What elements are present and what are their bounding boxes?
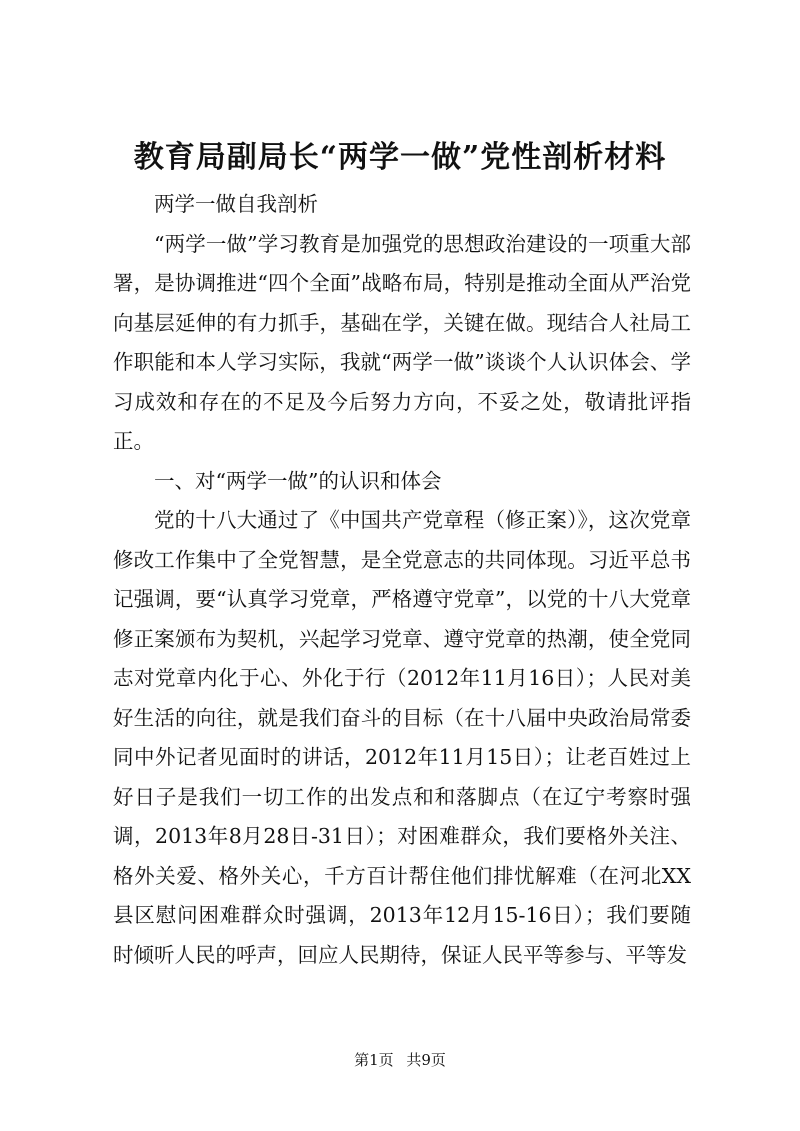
section-heading: 一、对“两学一做”的认识和体会 [154,468,442,493]
page-footer [0,1050,800,1070]
intro-paragraph: “两学一做”学习教育是加强党的思想政治建设的一项重大部署，是协调推进“四个全面”战略布局，特别是推动全面从严治党向基层延伸的有力抓手，基础在学，关键在做。现结合人社局工作职能和本人学习实际，我就“两学一做”谈谈个人认识体会、学习成效和存在的不足及今后努力方向，不妥之处，敬请批评指正。 [113,231,691,453]
section-subtitle: 两学一做自我剖析 [154,192,318,216]
document-title: 教育局副局长“两学一做”党性剖析材料 [133,140,667,175]
document-body [113,185,691,975]
page-total: 共9页 [406,1051,446,1069]
page-number: 第1页 [354,1051,394,1069]
body-paragraph: 党的十八大通过了《中国共产党章程（修正案）》，这次党章修改工作集中了全党智慧，是全党意志的共同体现。习近平总书记强调，要“认真学习党章，严格遵守党章”，以党的十八大党章修正案颁布为契机，兴起学习党章、遵守党章的热潮，使全党同志对党章内化于心、外化于行（2012年11月16日）；人民对美好生活的向往，就是我们奋斗的目标（在十八届中央政治局常委同中外记者见面时的讲话，2012年11月15日）；让老百姓过上好日子是我们一切工作的出发点和和落脚点（在辽宁考察时强调，2013年8月28日-31日）；对困难群众，我们要格外关注、格外关爱、格外关心，千方百计帮住他们排忧解难（在河北XX县区慰问困难群众时强调，2013年12月15-16日）；我们要随时倾听人民的呼声，回应人民期待，保证人民平等参与、平等发 [113,508,691,967]
